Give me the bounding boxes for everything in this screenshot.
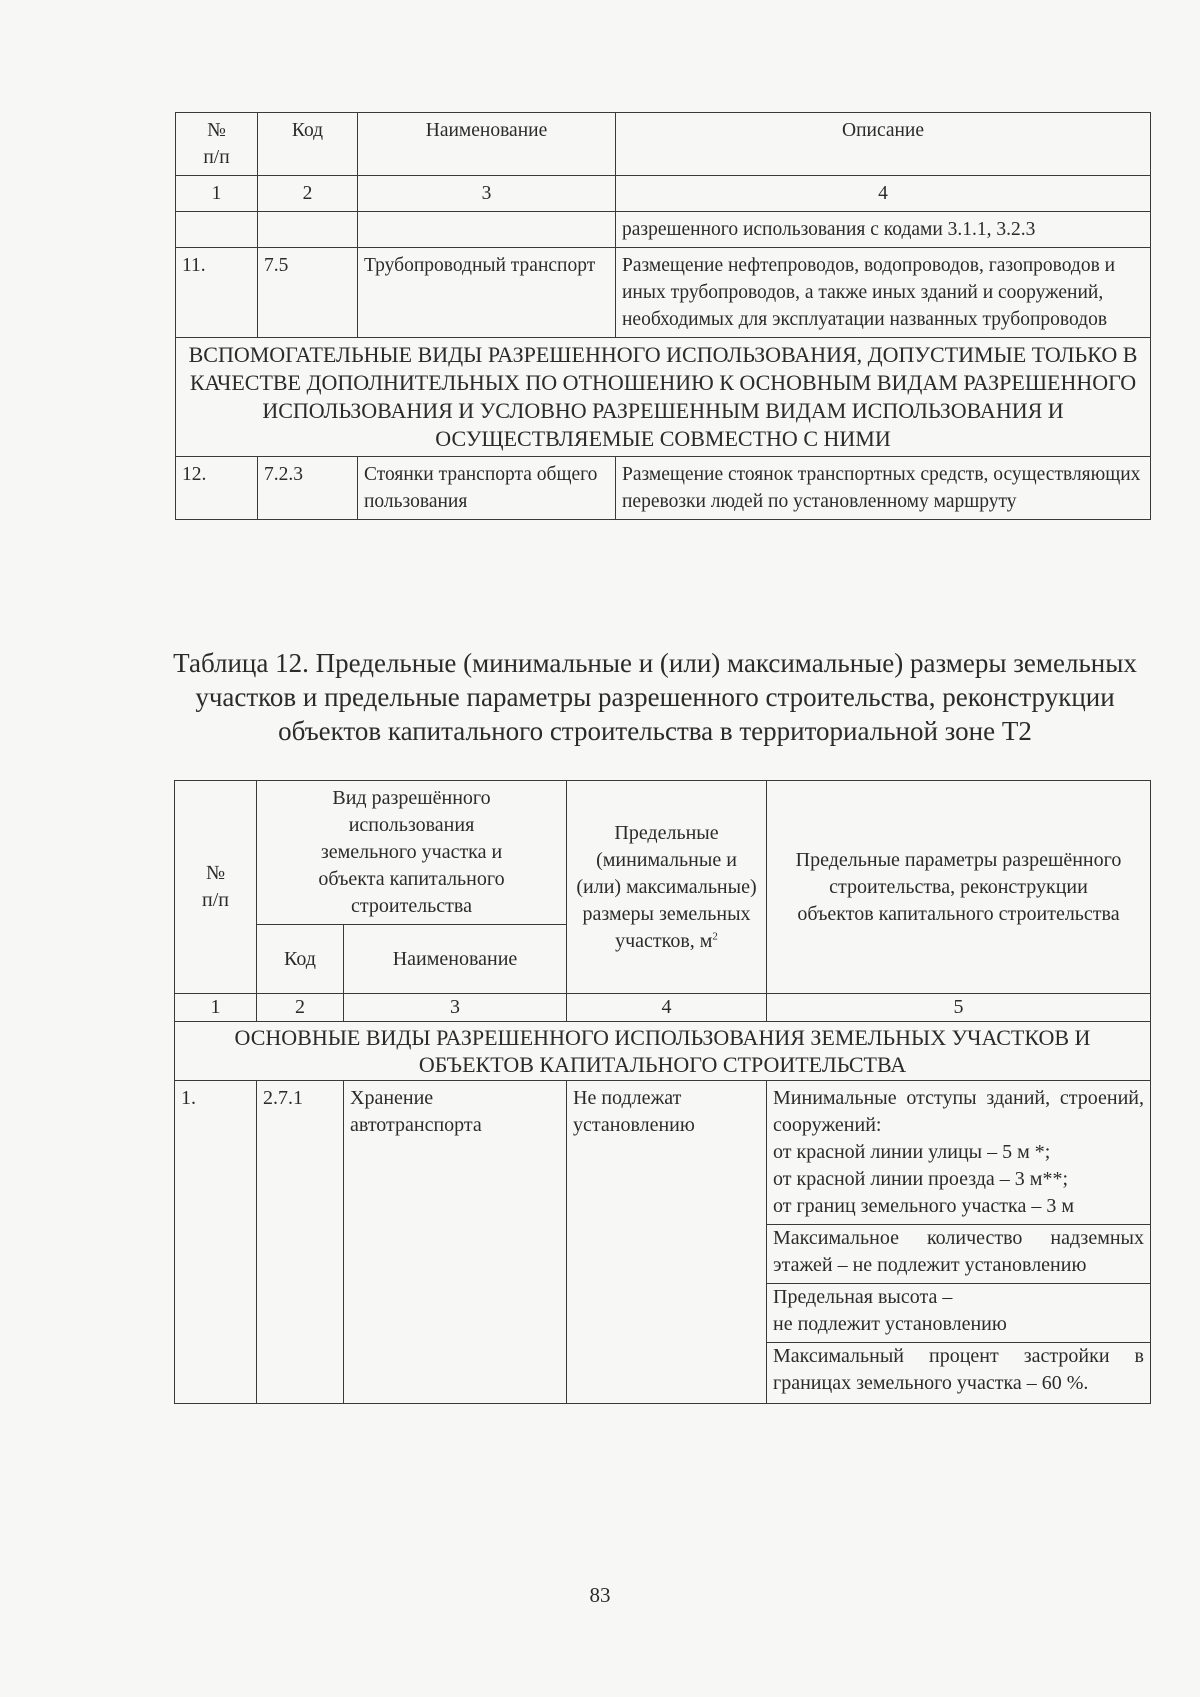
- col-number: 4: [616, 176, 1151, 212]
- table-row: [176, 248, 1151, 338]
- col-number: 4: [567, 994, 767, 1022]
- table-continuation: [175, 112, 1151, 520]
- page-number: 83: [589, 1583, 611, 1607]
- header-code: Код: [257, 925, 344, 994]
- column-number-row: [175, 994, 1151, 1022]
- header-sizes: [567, 781, 767, 994]
- cell-name: Хранение автотранспорта: [344, 1081, 567, 1404]
- cell-code: 7.5: [258, 248, 358, 338]
- col-number: 1: [175, 994, 257, 1022]
- table-row: [175, 1081, 1151, 1404]
- cell-num: 1.: [175, 1081, 257, 1404]
- section-heading-row: [176, 338, 1151, 457]
- table-12: [174, 780, 1151, 1404]
- param-setbacks: Минимальные отступы зданий, строений, сооружений: от красной линии улицы – 5 м *; от красной линии проезда – 3 м**; от границ земельного участка – 3 м: [773, 1087, 1144, 1217]
- header-name: Наименование: [358, 113, 616, 176]
- cell-num: [176, 212, 258, 248]
- table-caption: Таблица 12. Предельные (минимальные и (или) максимальные) размеры земельных участков и предельные параметры разрешенного строительства, реконструкции объектов капитального строительства в территориальной зоне Т2: [173, 648, 1137, 746]
- header-params: Предельные параметры разрешённого строительства, реконструкции объектов капитального строительства: [767, 781, 1151, 994]
- header-vid: Вид разрешённого использования земельного участка и объекта капитального строительства: [257, 781, 567, 925]
- col-number: 1: [176, 176, 258, 212]
- col-number: 3: [358, 176, 616, 212]
- cell-code: [258, 212, 358, 248]
- col-number: 5: [767, 994, 1151, 1022]
- header-description: Описание: [616, 113, 1151, 176]
- cell-description: Размещение нефтепроводов, водопроводов, газопроводов и иных трубопроводов, а также иных зданий и сооружений, необходимых для эксплуатации названных трубопроводов: [616, 248, 1151, 338]
- col-number: 2: [257, 994, 344, 1022]
- cell-num: 11.: [176, 248, 258, 338]
- cell-sizes: Не подлежат установлению: [567, 1081, 767, 1404]
- table-row: [176, 212, 1151, 248]
- table-row: [176, 457, 1151, 520]
- param-coverage: Максимальный процент застройки в границах земельного участка – 60 %.: [767, 1342, 1150, 1401]
- cell-name: Трубопроводный транспорт: [358, 248, 616, 338]
- cell-description: разрешенного использования с кодами 3.1.1, 3.2.3: [616, 212, 1151, 248]
- cell-description: Размещение стоянок транспортных средств, осуществляющих перевозки людей по установленному маршруту: [616, 457, 1151, 520]
- param-height: Предельная высота – не подлежит установлению: [767, 1283, 1150, 1342]
- header-sizes-sup: 2: [712, 929, 718, 942]
- column-number-row: [176, 176, 1151, 212]
- header-sizes-text: Предельные (минимальные и (или) максимальные) размеры земельных участков, м: [576, 821, 757, 952]
- cell-code: 7.2.3: [258, 457, 358, 520]
- param-floors: Максимальное количество надземных этажей – не подлежит установлению: [767, 1224, 1150, 1283]
- col-number: 3: [344, 994, 567, 1022]
- section-heading-row: [175, 1022, 1151, 1081]
- cell-name: Стоянки транспорта общего пользования: [358, 457, 616, 520]
- section-auxiliary-heading: ВСПОМОГАТЕЛЬНЫЕ ВИДЫ РАЗРЕШЕННОГО ИСПОЛЬЗОВАНИЯ, ДОПУСТИМЫЕ ТОЛЬКО В КАЧЕСТВЕ ДОПОЛНИТЕЛЬНЫХ ПО ОТНОШЕНИЮ К ОСНОВНЫМ ВИДАМ РАЗРЕШЕННОГО ИСПОЛЬЗОВАНИЯ И УСЛОВНО РАЗРЕШЕННЫМ ВИДАМ ИСПОЛЬЗОВАНИЯ И ОСУЩЕСТВЛЯЕМЫЕ СОВМЕСТНО С НИМИ: [176, 338, 1151, 457]
- header-num: № п/п: [175, 781, 257, 994]
- header-code: Код: [258, 113, 358, 176]
- col-number: 2: [258, 176, 358, 212]
- section-main-heading: ОСНОВНЫЕ ВИДЫ РАЗРЕШЕННОГО ИСПОЛЬЗОВАНИЯ ЗЕМЕЛЬНЫХ УЧАСТКОВ И ОБЪЕКТОВ КАПИТАЛЬНОГО СТРОИТЕЛЬСТВА: [175, 1022, 1151, 1081]
- header-num: № п/п: [176, 113, 258, 176]
- table-header-row: [175, 781, 1151, 925]
- cell-code: 2.7.1: [257, 1081, 344, 1404]
- table-header-row: [176, 113, 1151, 176]
- cell-params: [767, 1081, 1151, 1404]
- header-name: Наименование: [344, 925, 567, 994]
- cell-num: 12.: [176, 457, 258, 520]
- cell-name: [358, 212, 616, 248]
